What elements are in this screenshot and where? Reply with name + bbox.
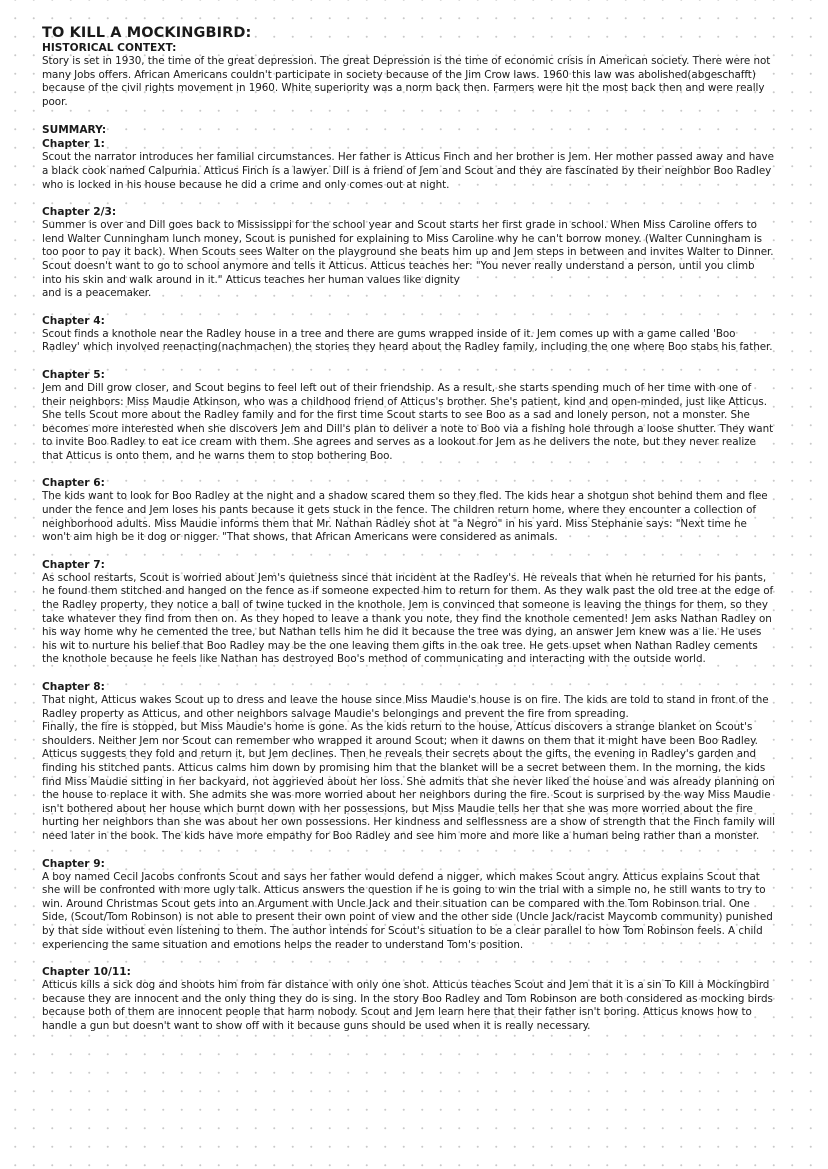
historical-context-heading: HISTORICAL CONTEXT: (42, 42, 177, 54)
chapter-section (42, 858, 776, 953)
chapter-heading: Chapter 5: (42, 368, 105, 381)
chapter-heading: Chapter 7: (42, 558, 105, 571)
summary-heading: SUMMARY: (42, 124, 107, 137)
document-title: TO KILL A MOCKINGBIRD: (42, 25, 252, 41)
chapter-text: The kids want to look for Boo Radley at the night and a shadow scared them so they fled. The kids hear a shotgun shot behind them and flee under the fence and Jem loses his pants because it gets stuck in the fence. The children return home, where they encounter a collection of neighborhood adults. Miss Maudie informs them that Mr. Nathan Radley shot at "a Negro" in his yard. Miss Stephanie says: "Next time he won't aim high be it dog or nigger. "That shows, that African Americans were considered as animals. (42, 490, 768, 544)
chapter-section (42, 315, 776, 355)
chapter-text: Jem and Dill grow closer, and Scout begins to feel left out of their friendship. As a result, she starts spending much of her time with one of their neighbors: Miss Maudie Atkinson, who was a childhood friend of Atticus's brother. She's patient, kind and open-minded, just like Atticus. She tells Scout more about the Radley family and for the first time Scout starts to see Boo as a sad and lonely person, not a monster. She becomes more interested when she discovers Jem and Dill's plan to deliver a note to Boo via a fishing hole through a loose shutter. They want to invite Boo Radley to eat ice cream with them. She agrees and serves as a lookout for Jem as he delivers the note, but they never realize that Atticus is onto them, and he warns them to stop bothering Boo. (42, 381, 774, 462)
chapter-heading: Chapter 9: (42, 857, 105, 870)
document-page (42, 26, 776, 1033)
chapter-section (42, 206, 776, 301)
chapter-heading: Chapter 1: (42, 138, 105, 151)
chapter-heading: Chapter 2/3: (42, 206, 117, 219)
chapter-heading: Chapter 6: (42, 477, 105, 490)
chapter-section (42, 966, 776, 1033)
chapter-section (42, 477, 776, 544)
chapter-section (42, 369, 776, 464)
chapter-text: Atticus kills a sick dog and shoots him from far distance with only one shot. Atticus teaches Scout and Jem that it is a sin To Kill a Mockingbird because they are innocent and the only thing they do is sing. In the story Boo Radley and Tom Robinson are both considered as mocking birds because both of them are innocent people that harm nobody. Scout and Jem learn here that their father isn't boring. Atticus knows how to handle a gun but doesn't want to show off with it because guns should be used when it is really necessary. (42, 979, 773, 1032)
historical-context-section (42, 42, 776, 109)
historical-context-text: Story is set in 1930, the time of the great depression. The great Depression is the time of economic crisis in American society. There were not many Jobs offers. African Americans couldn't participate in society because of the Jim Crow laws. 1960 this law was abolished(abgeschafft) because of the civil rights movement in 1960. White superiority was a norm back then. Farmers were hit the most back then and were really poor. (42, 55, 771, 108)
chapter-text: Scout the narrator introduces her familial circumstances. Her father is Atticus Finch and her brother is Jem. Her mother passed away and have a black cook named Calpurnia. Atticus Finch is a lawyer. Dill is a friend of Jem and Scout and they are fascinated by their neighbor Boo Radley who is locked in his house because he did a crime and only comes out at night. (42, 151, 774, 191)
chapter-heading: Chapter 8: (42, 681, 105, 693)
chapter-section (42, 138, 776, 192)
chapter-heading: Chapter 10/11: (42, 966, 131, 979)
chapter-section (42, 681, 776, 844)
chapter-heading: Chapter 4: (42, 314, 105, 327)
chapter-text: Summer is over and Dill goes back to Mississippi for the school year and Scout starts her first grade in school. When Miss Caroline offers to lend Walter Cunningham lunch money, Scout is punished for explaining to Miss Caroline why he can't borrow money. (Walter Cunningham is too poor to pay it back). When Scouts sees Walter on the playground she beats him up and Jem steps in between and invites Walter to Dinner. Scout doesn't want to go to school anymore and tells it Atticus. Atticus teaches her: "You never really understand a person, until you climb into his skin and walk around in it." Atticus teaches her human values like dignity and is a peacemaker. (42, 219, 774, 300)
chapter-text: That night, Atticus wakes Scout up to dress and leave the house since Miss Maudie's house is on fire. The kids are told to stand in front of the Radley property as Atticus, and other neighbors salvage Maudie's belongings and prevent the fire from spreading. Finally, the fire is stopped, but Miss Maudie's home is gone. As the kids return to the house, Atticus discovers a strange blanket on Scout's shoulders. Neither Jem nor Scout can remember who wrapped it around Scout; when it dawns on them that it might have been Boo Radley. Atticus suggests they fold and return it, but Jem declines. Then he reveals their secrets about the gifts, the evening in Radley's garden and finding his stitched pants. Atticus calms him down by promising him that the blanket will be a secret between them. In the morning, the kids find Miss Maudie sitting in her backyard, not aggrieved about her loss. She admits that she never liked the house and was already planning on the house to replace it with. She admits she was more worried about her neighbors during the fire. Scout is surprised by the way Miss Maudie isn't bothered about her house which burnt down with her possessions, but Miss Maudie tells her that she was more worried about the fire hurting her neighbors than she was about her own possessions. Her kindness and selflessness are a show of strength that the Finch family will need later in the book. The kids have more empathy for Boo Radley and see him more and more like a human being rather than a monster. (42, 694, 775, 842)
chapter-text: As school restarts, Scout is worried about Jem's quietness since that incident at the Radley's. He reveals that when he returned for his pants, he found them stitched and hanged on the fence as if someone expected him to return for them. As they walk past the old tree at the edge of the Radley property, they notice a ball of twine tucked in the knothole. Jem is convinced that someone is leaving the things for them, so they take whatever they find from then on. As they hoped to leave a thank you note, they find the knothole cemented! Jem asks Nathan Radley on his way home why he cemented the tree, but Nathan tells him he did it because the tree was dying, an answer Jem knew was a lie. He uses his wit to nurture his belief that Boo Radley may be the one leaving them gifts in the oak tree. He gets upset when Nathan Radley cements the knothole because he feels like Nathan has destroyed Boo's method of communicating and interacting with the outside world. (42, 571, 774, 666)
chapter-text: A boy named Cecil Jacobs confronts Scout and says her father would defend a nigger, which makes Scout angry. Atticus explains Scout that she will be confronted with more ugly talk. Atticus answers the question if he is going to win the trial with a simple no, he still wants to try to win. Around Christmas Scout gets into an Argument with Uncle Jack and their situation can be compared with the Tom Robinson trial. One Side, (Scout/Tom Robinson) is not able to present their own point of view and the other side (Uncle Jack/racist Maycomb community) punished by that side without even listening to them. The author intends for Scout's situation to be a clear parallel to how Tom Robinson feels. A child experiencing the same situation and emotions helps the reader to understand Tom's position. (42, 870, 773, 951)
chapter-text: Scout finds a knothole near the Radley house in a tree and there are gums wrapped inside of it. Jem comes up with a game called 'Boo Radley' which involved reenacting(nachmachen) the stories they heard about the Radley family, including the one where Boo stabs his father. (42, 327, 773, 354)
chapter-section (42, 559, 776, 667)
